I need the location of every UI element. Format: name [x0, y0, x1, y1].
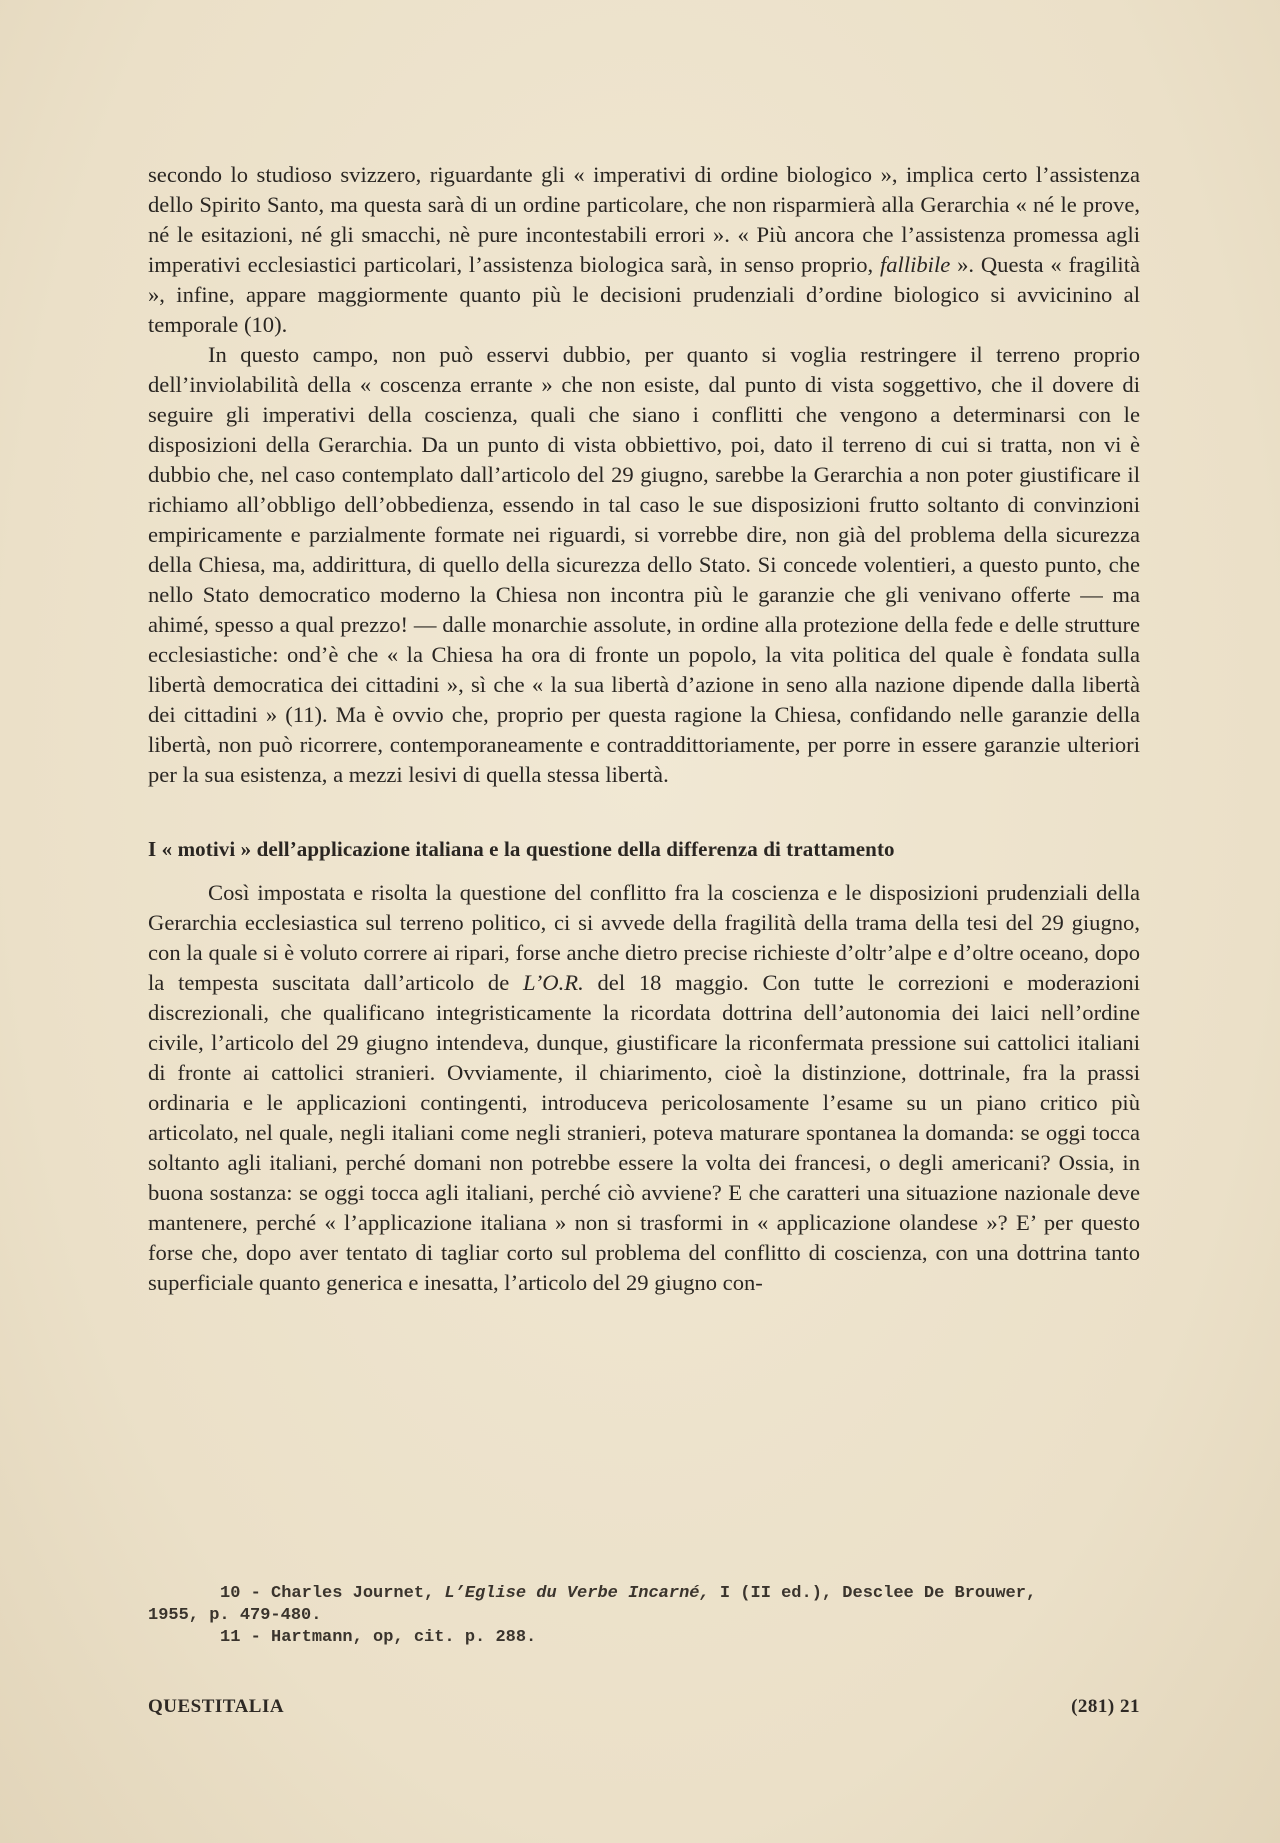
paragraph-3: Così impostata e risolta la questione del conflitto fra la coscienza e le disposizioni prudenziali della Gerarchia ecclesiastica sul terreno politico, ci si avvede della fragilità della trama della tesi del 29 giugno, con la quale si è voluto correre ai ripari, forse anche dietro precise richieste d’oltr’alpe e d’oltre oceano, dopo la tempesta suscitata dall’articolo de L’O.R. del 18 maggio. Con tutte le correzioni e moderazioni discrezionali, che qualificano integristicamente la ricordata dottrina dell’autonomia dei laici nell’ordine civile, l’articolo del 29 giugno intendeva, dunque, giustificare la riconfermata pressione sui cattolici italiani di fronte ai cattolici stranieri. Ovviamente, il chiarimento, cioè la distinzione, dottrinale, fra la prassi ordinaria e le applicazioni contingenti, introduceva pericolosamente l’esame su un piano critico più articolato, nel quale, negli italiani come negli stranieri, poteva maturare spontanea la domanda: se oggi tocca soltanto agli italiani, perché domani non potrebbe essere la volta dei francesi, o degli americani? Ossia, in buona sostanza: se oggi tocca agli italiani, perché ciò avviene? E che caratteri una situazione nazionale deve mantenere, perché « l’applicazione italiana » non si trasformi in « applicazione olandese »? E’ per questo forse che, dopo aver tentato di tagliar corto sul problema del conflitto di coscienza, con una dottrina tanto superficiale quanto generica e inesatta, l’articolo del 29 giugno con- [148, 880, 1141, 1295]
journal-title: QUESTITALIA [148, 1696, 285, 1717]
paragraph-1: secondo lo studioso svizzero, riguardante gli « imperativi di ordine biologico », implica certo l’assistenza dello Spirito Santo, ma questa sarà di un ordine particolare, che non risparmierà alla Gerarchia « né le prove, né le esitazioni, né gli smacchi, nè pure incontestabili errori ». « Più ancora che l’assistenza promessa agli imperativi ecclesiastici particolari, l’assistenza biologica sarà, in senso proprio, fallibile ». Questa « fragilità », infine, appare maggiormente quanto più le decisioni prudenziali d’ordine biologico si avvicinino al temporale (10). [148, 162, 1141, 337]
emphasis-fallibile: fallibile [879, 252, 951, 277]
emphasis-osservatore: L’O.R. [523, 970, 584, 995]
footnotes [148, 1583, 1140, 1649]
footnote-10-author: 10 - Charles Journet, [220, 1584, 445, 1603]
paragraph-2: In questo campo, non può esservi dubbio, per quanto si voglia restringere il terreno proprio dell’inviolabilità della « coscenza errante » che non esiste, dal punto di vista soggettivo, che il dovere di seguire gli imperativi della coscienza, quali che siano i conflitti che vengono a determinarsi con le disposizioni della Gerarchia. Da un punto di vista obbiettivo, poi, dato il terreno di cui si tratta, non vi è dubbio che, nel caso contemplato dall’articolo del 29 giugno, sarebbe la Gerarchia a non poter giustificare il richiamo all’obbligo dell’obbedienza, essendo in tal caso le sue disposizioni frutto soltanto di convinzioni empiricamente e parzialmente formate nei riguardi, si vorrebbe dire, non già del problema della sicurezza della Chiesa, ma, addirittura, di quello della sicurezza dello Stato. Si concede volentieri, a questo punto, che nello Stato democratico moderno la Chiesa non incontra più le garanzie che gli venivano offerte — ma ahimé, spesso a qual prezzo! — dalle monarchie assolute, in ordine alla protezione della fede e delle strutture ecclesiastiche: ond’è che « la Chiesa ha ora di fronte un popolo, la vita politica del quale è fondata sulla libertà democratica dei cittadini », sì che « la sua libertà d’azione in seno alla nazione dipende dalla libertà dei cittadini » (11). Ma è ovvio che, proprio per questa ragione la Chiesa, confidando nelle garanzie della libertà, non può ricorrere, contemporaneamente e contraddittoriamente, per porre in essere garanzie ulteriori per la sua esistenza, a mezzi lesivi di quella stessa libertà. [148, 342, 1140, 787]
footnote-10-title: L’Eglise du Verbe Incarné, [444, 1584, 710, 1603]
page-number: (281) 21 [1071, 1696, 1140, 1717]
footnote-10 [148, 1583, 1140, 1605]
footnote-10-continuation: 1955, p. 479-480. [148, 1606, 322, 1625]
footnote-11: 11 - Hartmann, op, cit. p. 288. [220, 1628, 537, 1647]
main-text-column [148, 160, 1140, 1298]
section-heading: I « motivi » dell’applicazione italiana e la questione della differenza di trattamento [148, 837, 895, 861]
footnote-10-edition: I (II ed.), Desclee De Brouwer, [709, 1584, 1037, 1603]
